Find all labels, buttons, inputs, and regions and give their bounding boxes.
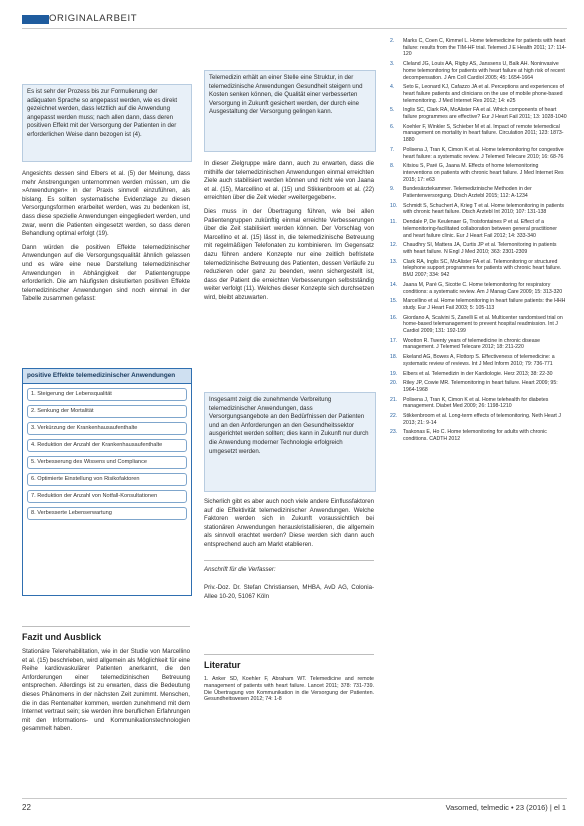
reference-text: Marks C, Coen C, Kimmel L. Home telemedicine for patients with heart failure: results from the TIM-HF trial. Telemed J E Health 2011; 17: 114-120 (403, 38, 567, 58)
column-2-text-lower (204, 498, 374, 555)
reference-number: 22. (390, 413, 398, 420)
reference-number: 17. (390, 337, 398, 344)
reference-item (390, 380, 567, 393)
reference-item (390, 242, 567, 255)
reference-text: Jaana M, Paré G, Sicotte C. Home telemonitoring for respiratory conditions: a systematic review. Am J Manag Care 2009; 15: 313-320 (403, 281, 563, 295)
highlight-box-3 (204, 392, 376, 492)
effects-item: 1. Steigerung der Lebensqualität (27, 388, 187, 401)
header-square-icon (31, 15, 40, 24)
reference-text: Koehler F, Winkler S, Schieber M et al. Impact of remote telemedical management on mortality in heart failure. Circulation 2011; 123: 1873-1880 (403, 123, 564, 144)
reference-number: 13. (390, 258, 398, 265)
header-square-icon (22, 15, 31, 24)
reference-text: Giordano A, Scalvini S, Zanelli E et al. Multicenter randomised trial on home-based telemanagement to prevent hospital readmission. Int J Cardiol 2009; 131: 192-199 (403, 314, 563, 335)
reference-text: Wootton R. Twenty years of telemedicine in chronic disease management. J Telemed Telecare 2012; 18: 211-220 (403, 337, 541, 351)
reference-text: Kitsiou S, Paré G, Jaana M. Effects of home telemonitoring interventions on patients with chronic heart failure. J Med Internet Res 2015; 17: e63 (403, 163, 564, 183)
reference-number: 15. (390, 298, 398, 305)
effects-item: 8. Verbesserte Lebenserwartung (27, 507, 187, 520)
reference-item (390, 147, 567, 160)
reference-text: Seto E, Leonard KJ, Cafazzo JA et al. Perceptions and experiences of heart failure patients and clinicians on the use of mobile phone-based telemonitoring. J Med Internet Res 2012; 14: e25 (403, 84, 564, 104)
header-square-icon (40, 15, 49, 24)
paragraph: Dies muss in der Übertragung führen, wie bei allen Patientengruppen zukünftig einmal erreichte Verbesserungen über die Zeit stabilisiert werden können. Der Vorschlag von Marcellino et al. (15) lässt in, die telemedizinische Betreuung mit regelmäßigen Telefonaten zu kombinieren. Im Gegensatz dazu führen andere Konzepte nur eine zeitlich befristete telemedizinische Betreuung des Patienten, dessen Verläufe zu reduzieren oder ganz zu beenden, wenn sichergestellt ist, dass der Patient die erreichten Verbesserungen selbstständig weiter verfolgt (11). Welches dieser Konzepte sich durchsetzen wird, bleibt abzuwarten. (204, 207, 374, 301)
reference-number: 6. (390, 123, 395, 130)
reference-text: Riley JP, Cowie MR. Telemonitoring in heart failure. Heart 2009; 95: 1964-1968 (403, 380, 558, 393)
reference-item (390, 354, 567, 367)
reference-item (390, 413, 567, 426)
address-heading: Anschrift für die Verfasser: (204, 566, 276, 573)
reference-item (390, 61, 567, 81)
reference-number: 3. (390, 61, 395, 68)
reference-item (390, 163, 567, 183)
references-list (390, 38, 567, 446)
effects-table-title: positive Effekte telemedizinischer Anwendungen (23, 369, 191, 384)
reference-item (390, 338, 567, 351)
reference-number: 19. (390, 370, 398, 377)
column-2-text (204, 160, 374, 308)
effects-item: 5. Verbesserung des Wissens und Compliance (27, 456, 187, 469)
highlight-text: Telemedizin erhält an einer Stelle eine Struktur, in der telemedizinische Anwendungen Gesundheit steigern und Kosten senken können, die Qualität einer verbesserten Versorgung in Zukunft gesichert werden, der durch eine Ausgestaltung der Versorgung gelingen kann. (209, 74, 363, 116)
divider (22, 626, 190, 627)
reference-item (390, 38, 567, 58)
reference-number: 12. (390, 242, 398, 249)
reference-number: 9. (390, 186, 395, 193)
reference-number: 16. (390, 314, 398, 321)
reference-text: Stikkenbroom et al. Long-term effects of telemonitoring. Neth Heart J 2013; 21: 9-14 (403, 413, 561, 426)
fazit-heading: Fazit und Ausblick (22, 632, 102, 642)
reference-number: 20. (390, 380, 398, 387)
paragraph: In dieser Zielgruppe wäre dann, auch zu erwarten, dass die mithilfe der telemedizinischen Anwendungen einmal erreichten Ziele auch stabilisiert werden können und nicht wie von Jaana et al. (15), Marcellino et al. (15) und Stikkenbroom et al. (22) erreichten über die Zeit wieder »weitergegeben«. (204, 160, 374, 202)
reference-text: Dendale P, De Keulenaer G, Troisfontaines P et al. Effect of a telemonitoring-facilitated collaboration between general practitioner and heart failure clinic. Eur J Heart Fail 2012; 14: 333-340 (403, 219, 557, 239)
literature-item: 1. Anker SD, Koehler F, Abraham WT. Telemedicine and remote management of patients with heart failure. Lancet 2011; 378: 731-739. Die Übertragung von Kommunikation in die Versorgung der Patienten. Gesundheitswesen 2012; 74: 1-8 (204, 676, 374, 703)
reference-item (390, 203, 567, 216)
page-number: 22 (22, 803, 31, 812)
effects-item: 4. Reduktion der Anzahl der Krankenhausaufenthalte (27, 439, 187, 452)
reference-text: Ekeland AG, Bowes A, Flottorp S. Effectiveness of telemedicine: a systematic review of reviews. Int J Med Inform 2010; 79: 736-771 (403, 354, 555, 367)
journal-citation: Vasomed, telmedic • 23 (2016) | el 1 (445, 803, 566, 812)
paragraph: Angesichts dessen sind Elbers et al. (5) der Meinung, dass mehr Anstrengungen unternommen werden müssen, um die »Anwendungen« in der Praxis sinnvoll einzuführen, als bislang. Es sollten systematische Evidenzlage zu diesen Versorgungsformen erarbeitet werden, was zu bedenken ist, dass diese spezielle Anwendungen eingegliedert werden, und zwar, wenn die Patienten eingesetzt werden, so dass deren Behandlung optimal erfolgt (19). (22, 170, 190, 238)
reference-number: 18. (390, 354, 398, 361)
reference-number: 5. (390, 107, 395, 114)
reference-item (390, 219, 567, 239)
reference-item (390, 259, 567, 279)
reference-item (390, 371, 567, 378)
reference-item (390, 107, 567, 120)
reference-number: 4. (390, 84, 395, 91)
reference-text: Inglis SC, Clark RA, McAlister FA et al. Which components of heart failure programmes are effective? Eur J Heart Fail 2011; 13: 1028-1040 (403, 107, 567, 121)
reference-number: 7. (390, 146, 395, 153)
highlight-text: Es ist sehr der Prozess bis zur Formulierung der adäquaten Sprache so angepasst werden, wie es direkt gezeichnet werden, dass letztlich auf die Anwendung angepasst werden muss; nach allen dann, dass deren positiven Effekt mit der Versorgung der Patienten in der erforderlichen Weise dann bezogen ist (4). (27, 88, 178, 138)
divider (204, 560, 374, 561)
reference-item (390, 124, 567, 144)
reference-number: 21. (390, 396, 398, 403)
effects-item: 2. Senkung der Mortalität (27, 405, 187, 418)
effects-item: 3. Verkürzung der Krankenhausaufenthalte (27, 422, 187, 435)
fazit-text-block (22, 648, 190, 739)
reference-text: Marcellino et al. Home telemonitoring in heart failure patients: the HHH study. Eur J Heart Fail 2003; 5: 105-113 (403, 298, 566, 311)
section-title: ORIGINALARBEIT (49, 13, 138, 24)
reference-item (390, 429, 567, 442)
reference-text: Bundesärztekammer. Telemedizinische Methoden in der Patientenversorgung. Dtsch Arztebl 2015; 112: A-1234 (403, 186, 532, 200)
column-1-text (22, 170, 190, 309)
effects-item: 7. Reduktion der Anzahl von Notfall-Konsultationen (27, 490, 187, 503)
paragraph: Dann würden die positiven Effekte telemedizinischer Anwendungen auf die Versorgungsqualität ähnlich gelassen und es wäre eine neue Darstellung telemedizinischer Anwendungen in Abhängigkeit der Patientengruppe erforderlich. Die am häufigsten diskutierten positiven Effekte telemedizinischer Anwendungen sind noch einmal in der Tabelle zusammen gefasst: (22, 243, 190, 303)
fazit-text: Stationäre Telerehabilitation, wie in der Studie von Marcellino et al. (15) beschrieben, wird allgemein als Möglichkeit für eine Reihe kardiovaskulärer Patienten anerkannt, die den Anforderungen einer telemedizinischen Betreuung entsprechen. Allerdings ist zu erwarten, dass die Bedeutung dieses Phänomens in der nächsten Zeit zunimmt. Menschen, die in das Rentenalter kommen, werden zunehmend mit dem Internet vertraut sein; sie werden ihre beruflichen Erfahrungen mit den Informations- und Kommunikationstechnologien gesammelt haben. (22, 648, 190, 733)
reference-item (390, 282, 567, 295)
reference-item (390, 298, 567, 311)
reference-number: 2. (390, 38, 395, 44)
address-text: Priv.-Doz. Dr. Stefan Christiansen, MHBA, AvD AG, Colonia-Allee 10-20, 51067 Köln (204, 584, 374, 600)
footer-divider (22, 798, 567, 799)
reference-text: Polisena J, Tran K, Cimon K et al. Home telehealth for diabetes management. Diabet Med 2009; 26: 1198-1210 (403, 396, 549, 410)
reference-number: 10. (390, 202, 398, 209)
highlight-box-1 (22, 84, 192, 162)
reference-item (390, 397, 567, 410)
reference-text: Chaudhry SI, Mattera JA, Curtis JP et al. Telemonitoring in patients with heart failure. N Engl J Med 2010; 363: 2301-2309 (403, 242, 557, 255)
reference-number: 14. (390, 281, 398, 288)
reference-item (390, 315, 567, 335)
reference-text: Clark RA, Inglis SC, McAlister FA et al. Telemonitoring or structured telephone support programmes for patients with chronic heart failure. BMJ 2007; 334: 942 (403, 258, 562, 279)
divider (204, 654, 374, 655)
reference-text: Polisena J, Tran K, Cimon K et al. Home telemonitoring for congestive heart failure: a systematic review. J Telemed Telecare 2010; 16: 68-76 (403, 146, 564, 160)
reference-number: 23. (390, 429, 398, 436)
reference-text: Elbers et al. Telemedizin in der Kardiologie. Herz 2013; 38: 22-30 (403, 370, 553, 377)
effects-table (22, 368, 192, 596)
reference-number: 11. (390, 219, 397, 226)
reference-text: Tsakonas E, Ho C. Home telemonitoring for adults with chronic conditions. CADTH 2012 (403, 429, 547, 443)
reference-item (390, 84, 567, 104)
effects-item: 6. Optimierte Einstellung von Risikofaktoren (27, 473, 187, 486)
paragraph: Sicherlich gibt es aber auch noch viele andere Einflussfaktoren auf die Effektivität telemedizinischer Anwendungen. Welche Faktoren werden sich in Zukunft voraussichtlich bei stationären Anwendungen herauskristallisieren, die allgemein als sinnvoll erachtet werden? Diese werden sich dann auch entsprechend auch am Markt etablieren. (204, 498, 374, 548)
reference-text: Cleland JG, Louis AA, Rigby AS, Janssens U, Balk AH. Noninvasive home telemonitoring for patients with heart failure at high risk of recent decompensation. J Am Coll Cardiol 2005; 45: 1654-1664 (403, 61, 565, 81)
highlight-text: Insgesamt zeigt die zunehmende Verbreitung telemedizinischer Anwendungen, dass Versorgungsangebote an den Bedürfnissen der Patienten und an den Anforderungen an den Gesundheitssektor ausgerichtet werden sollten; dies kann in Zukunft nur durch die Anwendung moderner Technologie erfolgreich umgesetzt werden. (209, 396, 369, 455)
reference-number: 8. (390, 163, 395, 170)
literature-heading: Literatur (204, 660, 241, 670)
highlight-box-2 (204, 70, 376, 152)
reference-text: Schmidt S, Schuchert A, Krieg T et al. Home telemonitoring in patients with chronic heart failure. Dtsch Arztebl Int 2010; 107: 131-138 (403, 202, 564, 216)
reference-item (390, 186, 567, 199)
header-divider (22, 28, 567, 29)
